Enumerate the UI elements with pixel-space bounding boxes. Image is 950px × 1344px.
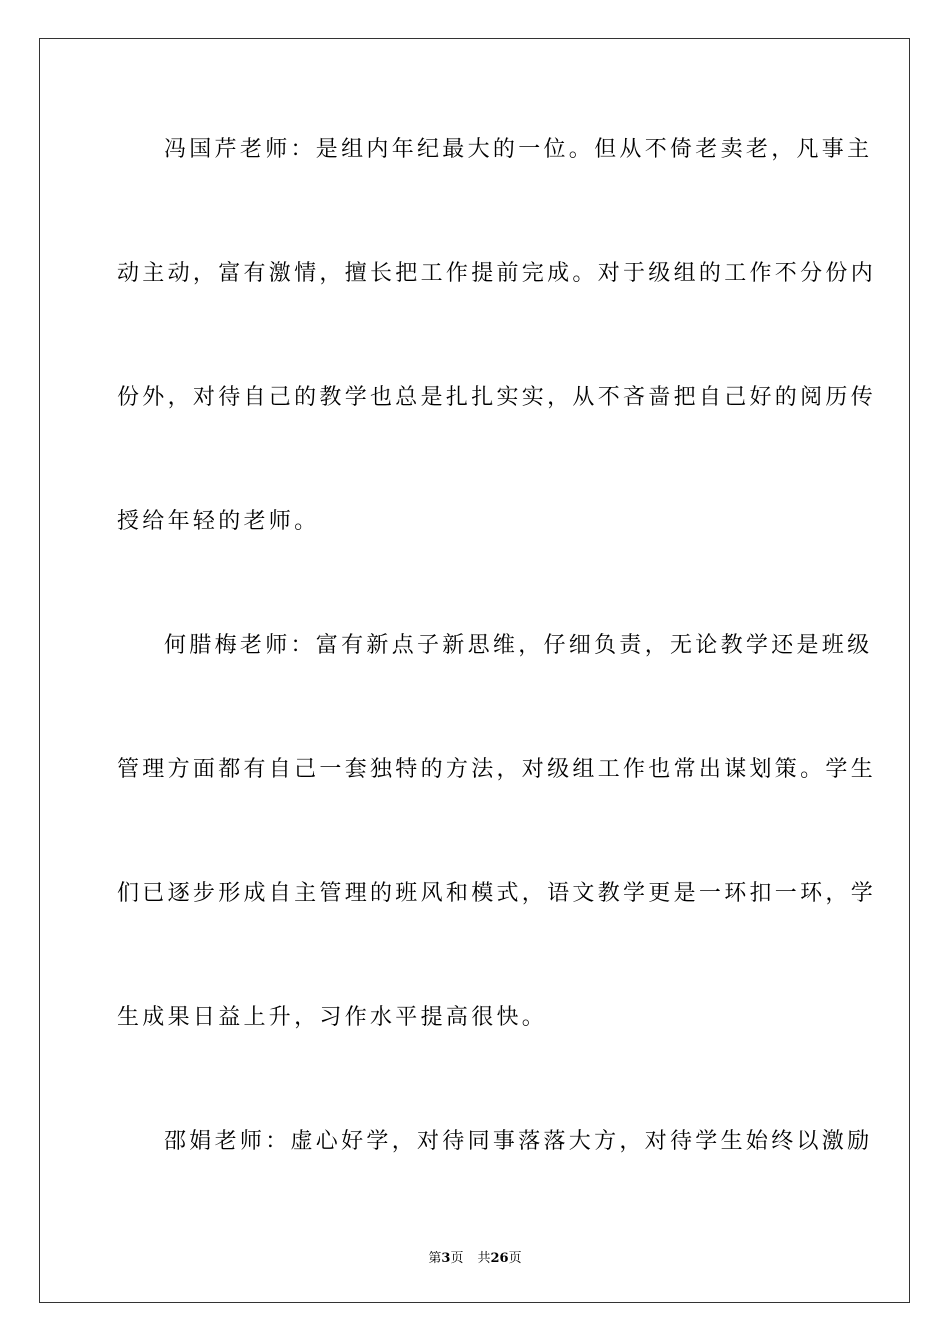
document-body bbox=[117, 124, 877, 1240]
paragraph-line: 授给年轻的老师。 bbox=[117, 509, 320, 534]
page-footer bbox=[0, 1247, 950, 1266]
paragraph-line: 份外，对待自己的教学也总是扎扎实实，从不吝啬把自己好的阅历传 bbox=[117, 385, 877, 410]
total-suffix: 页 bbox=[508, 1251, 522, 1266]
paragraph-line: 们已逐步形成自主管理的班风和模式，语文教学更是一环扣一环，学 bbox=[117, 881, 877, 906]
page-prefix: 第 bbox=[428, 1251, 442, 1266]
page-number: 3 bbox=[441, 1251, 451, 1266]
paragraph-line: 生成果日益上升，习作水平提高很快。 bbox=[117, 1005, 548, 1030]
paragraph-line: 何腊梅老师：富有新点子新思维，仔细负责，无论教学还是班级 bbox=[164, 633, 873, 658]
paragraph-line: 邵娟老师：虚心好学，对待同事落落大方，对待学生始终以激励 bbox=[164, 1129, 873, 1154]
paragraph-line: 管理方面都有自己一套独特的方法，对级组工作也常出谋划策。学生 bbox=[117, 757, 877, 782]
paragraph-line: 冯国芹老师：是组内年纪最大的一位。但从不倚老卖老，凡事主 bbox=[164, 137, 873, 162]
paragraph-line: 动主动，富有激情，擅长把工作提前完成。对于级组的工作不分份内 bbox=[117, 261, 877, 286]
total-pages: 26 bbox=[490, 1251, 509, 1266]
total-prefix: 共 bbox=[477, 1251, 491, 1266]
page-suffix: 页 bbox=[450, 1251, 464, 1266]
